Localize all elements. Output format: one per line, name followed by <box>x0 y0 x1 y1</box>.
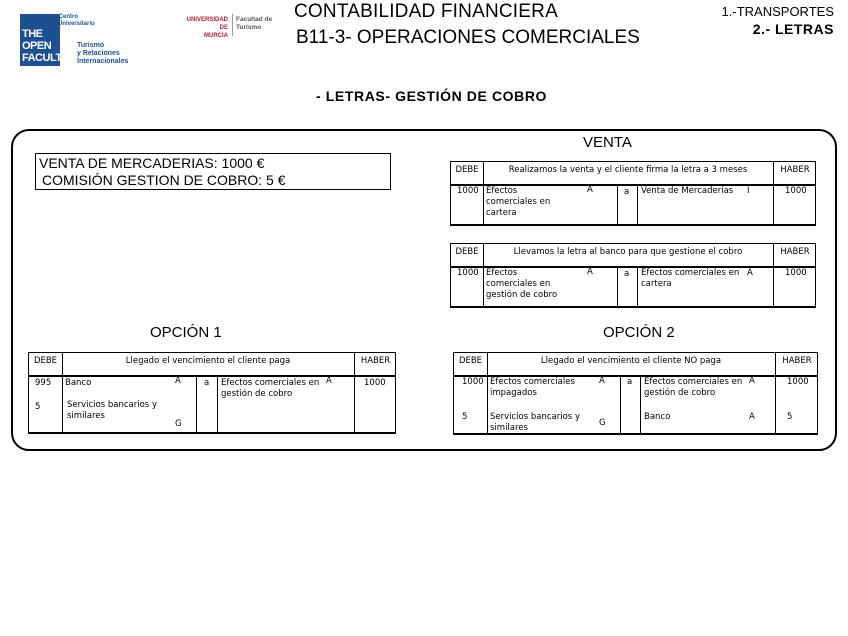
logo-divider <box>232 14 233 36</box>
page-subtitle: B11-3- OPERACIONES COMERCIALES <box>296 27 640 48</box>
logo-subtitle <box>77 42 137 66</box>
debit-account: Servicios bancarios y similares <box>67 400 157 421</box>
logo-text: THE <box>22 28 43 40</box>
credit-account: Efectos comerciales en cartera <box>641 268 740 289</box>
account-type: G <box>175 419 182 429</box>
journal-entry-opcion1 <box>28 352 396 434</box>
entry-concept: Realizamos la venta y el cliente firma la letra a 3 meses <box>508 165 748 175</box>
universidad-murcia-logo <box>178 16 228 40</box>
facultad-turismo-logo <box>236 16 272 32</box>
page-title: CONTABILIDAD FINANCIERA <box>294 1 558 22</box>
account-type: I <box>747 186 750 196</box>
a-connector: a <box>624 187 630 197</box>
debit-amount: 5 <box>35 402 41 412</box>
logo-text: Centro <box>58 14 78 20</box>
haber-label: HABER <box>782 356 812 366</box>
section-tag: 1.-TRANSPORTES <box>721 4 834 19</box>
debit-amount: 995 <box>35 378 52 388</box>
account-type: A <box>587 267 593 277</box>
credit-account: Venta de Mercaderías <box>641 186 734 196</box>
debe-label: DEBE <box>33 356 58 366</box>
logo-text: Facultad de <box>236 16 273 23</box>
journal-entry-opcion2 <box>453 352 818 435</box>
logo-text: OPEN <box>22 40 52 52</box>
account-type: A <box>587 185 593 195</box>
logo-text: Internacionales <box>77 58 129 65</box>
journal-entry-gestion <box>450 243 816 308</box>
credit-amount: 1000 <box>785 268 807 278</box>
entry-header <box>451 162 815 186</box>
account-type: A <box>749 376 755 386</box>
logo-centro-text <box>58 14 95 28</box>
debit-amount: 5 <box>462 412 468 422</box>
journal-entry-venta <box>450 161 816 226</box>
logo-text: Turismo <box>77 42 105 49</box>
a-connector: a <box>204 378 210 388</box>
debe-label: DEBE <box>455 247 479 257</box>
account-type: A <box>175 376 181 386</box>
a-connector: a <box>627 377 633 387</box>
credit-amount: 5 <box>787 412 793 422</box>
summary-line: VENTA DE MERCADERIAS: 1000 € <box>39 155 265 171</box>
entry-header <box>451 244 815 268</box>
account-type: A <box>749 412 755 422</box>
credit-account: Efectos comerciales en gestión de cobro <box>221 378 320 399</box>
entry-concept: Llevamos la letra al banco para que gestione el cobro <box>513 247 743 257</box>
haber-label: HABER <box>780 247 810 257</box>
entry-header <box>29 353 395 377</box>
haber-label: HABER <box>360 356 391 366</box>
logo-text: MURCIA <box>204 33 228 39</box>
a-connector: a <box>624 269 630 279</box>
account-type: A <box>747 268 753 278</box>
debit-amount: 1000 <box>457 268 479 278</box>
topic-heading: - LETRAS- GESTIÓN DE COBRO <box>316 88 548 104</box>
credit-amount: 1000 <box>785 186 807 196</box>
debit-account: Efectos comerciales en cartera <box>486 186 551 218</box>
summary-box <box>35 153 391 190</box>
debe-label: DEBE <box>458 356 483 366</box>
summary-line: COMISIÓN GESTION DE COBRO: 5 € <box>42 172 286 188</box>
credit-amount: 1000 <box>364 378 386 388</box>
venta-heading: VENTA <box>583 134 632 151</box>
account-type: A <box>599 376 605 386</box>
entry-header <box>454 353 817 377</box>
debit-account: Servicios bancarios y similares <box>490 412 580 433</box>
debit-amount: 1000 <box>457 186 479 196</box>
opcion2-heading: OPCIÓN 2 <box>603 324 675 341</box>
section-tag-active: 2.- LETRAS <box>752 21 834 37</box>
entry-concept: Llegado el vencimiento el cliente paga <box>125 356 291 366</box>
credit-account: Banco <box>644 412 671 422</box>
debe-label: DEBE <box>455 165 479 175</box>
logo-text: UNIVERSIDAD DE <box>186 17 228 31</box>
logo-text: FACULTY <box>22 52 69 64</box>
debit-account: Banco <box>65 378 92 388</box>
credit-amount: 1000 <box>787 377 809 387</box>
debit-amount: 1000 <box>462 377 484 387</box>
logo-text: Turismo <box>236 24 262 31</box>
opcion1-heading: OPCIÓN 1 <box>150 324 222 341</box>
debit-account: Efectos comerciales en gestión de cobro <box>486 268 558 300</box>
account-type: A <box>326 376 332 386</box>
logo-text: y Relaciones <box>77 50 120 57</box>
haber-label: HABER <box>780 165 810 175</box>
entry-concept: Llegado el vencimiento el cliente NO paga <box>540 356 722 366</box>
debit-account: Efectos comerciales impagados <box>490 377 575 398</box>
logo-text: Universitario <box>58 21 95 27</box>
account-type: G <box>599 418 606 428</box>
credit-account: Efectos comerciales en gestión de cobro <box>644 377 743 398</box>
